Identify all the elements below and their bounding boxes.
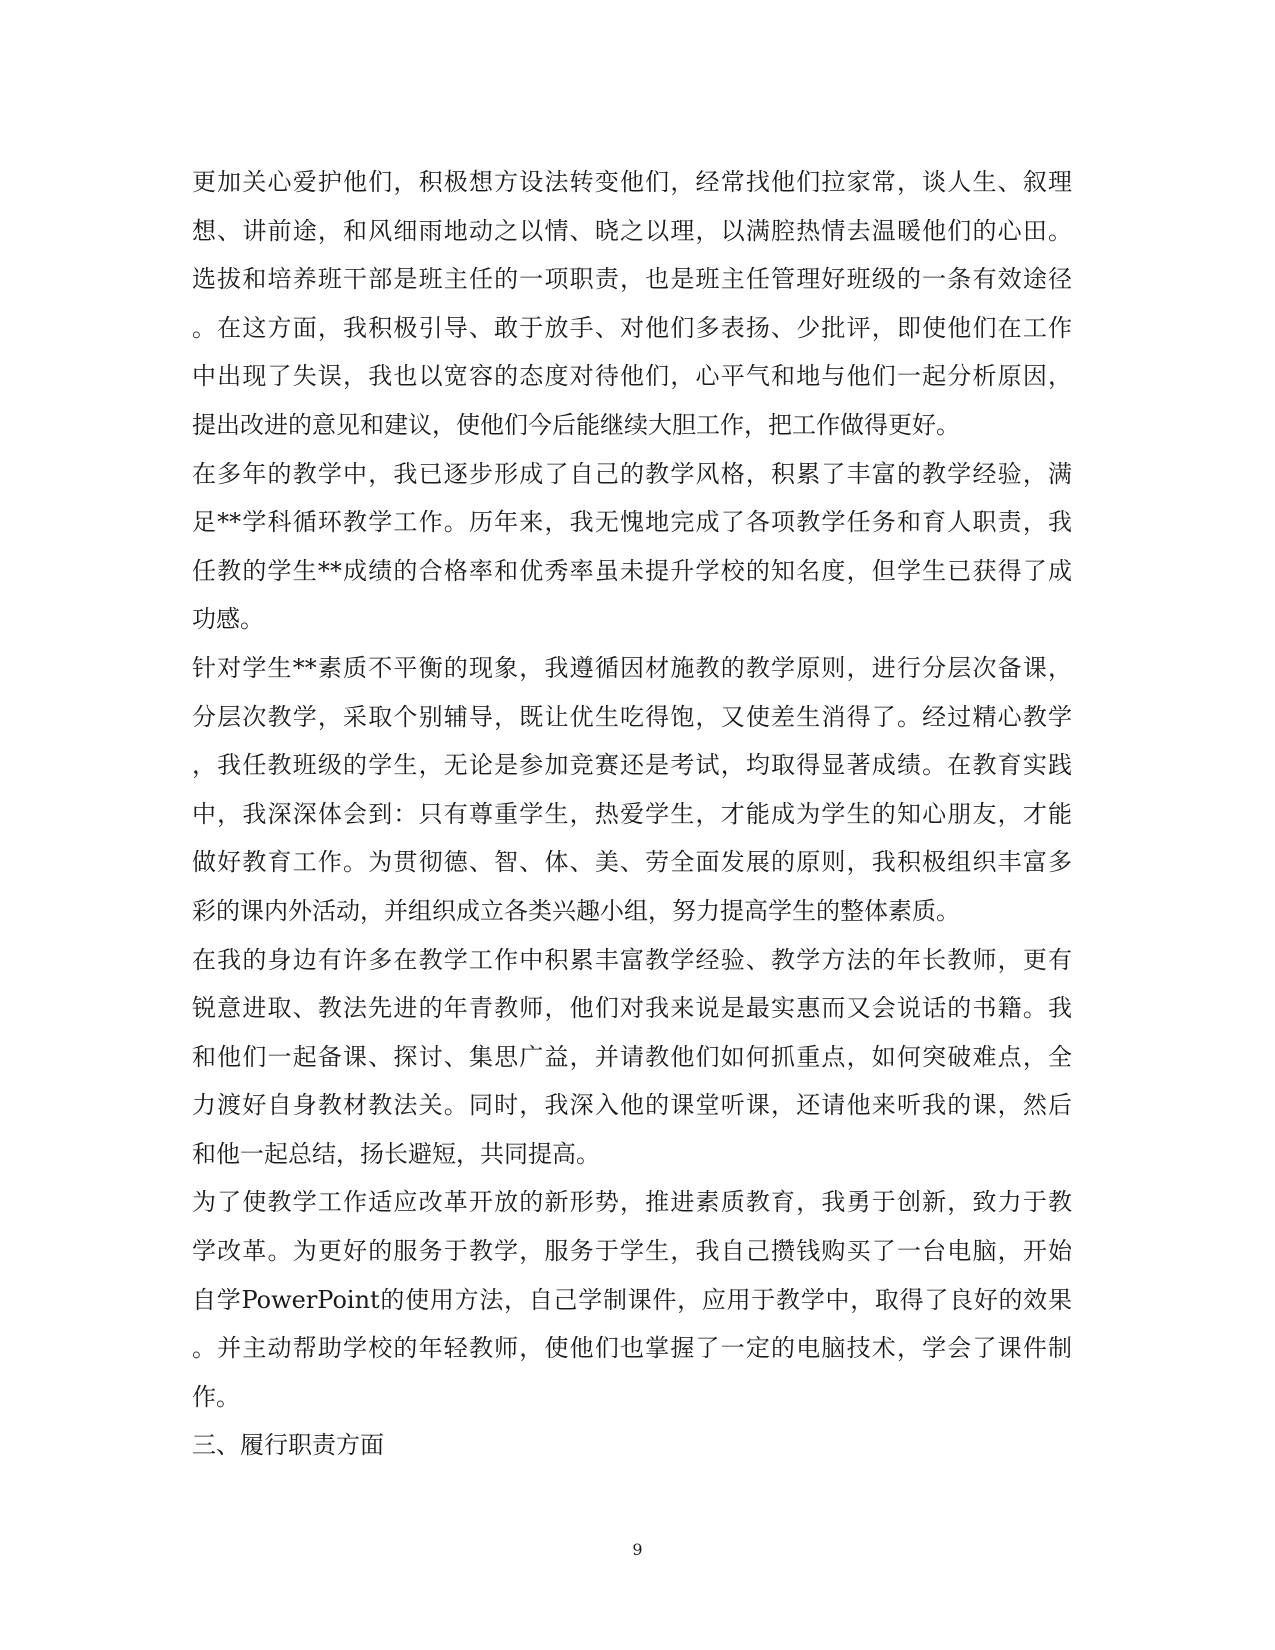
text-line: 和他们一起备课、探讨、集思广益，并请教他们如何抓重点，如何突破难点，全 <box>192 1042 1072 1071</box>
text-line: ，我任教班级的学生，无论是参加竞赛还是考试，均取得显著成绩。在教育实践 <box>192 751 1072 780</box>
text-line: 提出改进的意见和建议，使他们今后能继续大胆工作，把工作做得更好。 <box>192 410 960 439</box>
text-line: 自学PowerPoint的使用方法，自己学制课件，应用于教学中，取得了良好的效果 <box>192 1285 1072 1314</box>
page-number: 9 <box>632 1540 643 1559</box>
text-line: 中，我深深体会到：只有尊重学生，热爱学生，才能成为学生的知心朋友，才能 <box>192 799 1072 828</box>
text-line: 在多年的教学中，我已逐步形成了自己的教学风格，积累了丰富的教学经验，满 <box>192 459 1072 488</box>
text-line: 选拔和培养班干部是班主任的一项职责，也是班主任管理好班级的一条有效途径 <box>192 265 1072 294</box>
text-line: 功感。 <box>192 605 264 634</box>
text-line: 作。 <box>192 1382 240 1411</box>
text-line: 足**学科循环教学工作。历年来，我无愧地完成了各项教学任务和育人职责，我 <box>192 508 1072 537</box>
text-line: 在我的身边有许多在教学工作中积累丰富教学经验、教学方法的年长教师，更有 <box>192 945 1072 974</box>
text-line: 彩的课内外活动，并组织成立各类兴趣小组，努力提高学生的整体素质。 <box>192 896 960 925</box>
text-line: 分层次教学，采取个别辅导，既让优生吃得饱，又使差生消得了。经过精心教学 <box>192 702 1072 731</box>
text-line: 任教的学生**成绩的合格率和优秀率虽未提升学校的知名度，但学生已获得了成 <box>192 556 1072 585</box>
text-line: 锐意进取、教法先进的年青教师，他们对我来说是最实惠而又会说话的书籍。我 <box>192 994 1072 1023</box>
text-line: 。在这方面，我积极引导、敢于放手、对他们多表扬、少批评，即使他们在工作 <box>192 313 1072 342</box>
text-line: 和他一起总结，扬长避短，共同提高。 <box>192 1139 600 1168</box>
text-line: 做好教育工作。为贯彻德、智、体、美、劳全面发展的原则，我积极组织丰富多 <box>192 848 1072 877</box>
section-heading: 三、履行职责方面 <box>192 1431 384 1460</box>
text-line: 想、讲前途，和风细雨地动之以情、晓之以理，以满腔热情去温暖他们的心田。 <box>192 216 1072 245</box>
body-text <box>192 158 1072 1470</box>
text-line: 力渡好自身教材教法关。同时，我深入他的课堂听课，还请他来听我的课，然后 <box>192 1091 1072 1120</box>
text-line: 更加关心爱护他们，积极想方设法转变他们，经常找他们拉家常，谈人生、叙理 <box>192 168 1072 196</box>
text-line: 。并主动帮助学校的年轻教师，使他们也掌握了一定的电脑技术，学会了课件制 <box>192 1334 1072 1363</box>
text-line: 针对学生**素质不平衡的现象，我遵循因材施教的教学原则，进行分层次备课， <box>192 653 1072 682</box>
text-line: 学改革。为更好的服务于教学，服务于学生，我自己攒钱购买了一台电脑，开始 <box>192 1237 1072 1266</box>
text-line: 中出现了失误，我也以宽容的态度对待他们，心平气和地与他们一起分析原因， <box>192 362 1072 391</box>
text-line: 为了使教学工作适应改革开放的新形势，推进素质教育，我勇于创新，致力于教 <box>192 1188 1072 1217</box>
